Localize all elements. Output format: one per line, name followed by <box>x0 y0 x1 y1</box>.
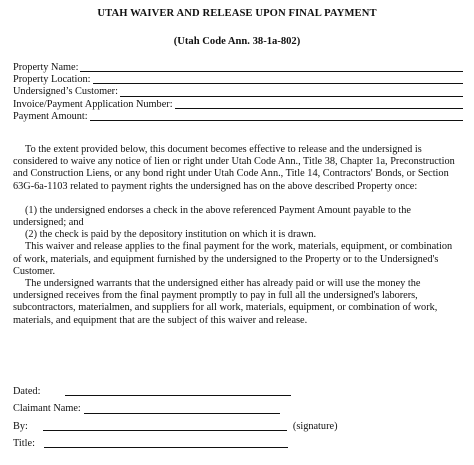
undersigned-customer-line[interactable] <box>120 95 463 97</box>
paragraph-applies: This waiver and release applies to the final payment for the work, materials, equipment, or combination of work, materials, and equipment furnished by the undersigned to the Property or to the Undersigned's Customer. <box>13 241 453 277</box>
property-location-line[interactable] <box>93 82 464 84</box>
condition-item-2: (2) the check is paid by the depository institution on which it is drawn. <box>25 229 317 241</box>
title-row <box>13 433 473 450</box>
document-title: UTAH WAIVER AND RELEASE UPON FINAL PAYMENT <box>97 8 377 19</box>
invoice-number-line[interactable] <box>175 107 463 109</box>
signature-note: (signature) <box>292 420 338 432</box>
document-subtitle: (Utah Code Ann. 38-1a-802) <box>173 36 301 47</box>
title-line[interactable] <box>44 447 288 448</box>
by-label: By: <box>13 420 28 432</box>
condition-item-1: (1) the undersigned endorses a check in the above referenced Payment Amount payable to the undersigned; and <box>13 204 411 229</box>
property-fields <box>13 62 463 123</box>
paragraph-warrants: The undersigned warrants that the undersigned either has already paid or will use the money the undersigned receives from the final payment promptly to pay in full all the undersigned's laborers, subcontractors, materialmen, and suppliers for all work, materials, equipment, or combination of work, materials, and equipment that are the subject of this waiver and release. <box>13 278 438 326</box>
spacer <box>13 193 463 205</box>
claimant-line[interactable] <box>84 413 280 414</box>
dated-line[interactable] <box>65 395 291 396</box>
paragraph-effective: To the extent provided below, this document becomes effective to release and the undersigned is considered to waive any notice of lien or right under Utah Code Ann., Title 38, Chapter 1a, Preconstruction and Construction Liens, or any bond right under Utah Code Ann., Title 14, Contractors' Bonds, or Section 63G-6a-1103 related to payment rights the undersigned has on the above described Property once: <box>13 144 455 192</box>
payment-amount-label: Payment Amount: <box>13 110 88 122</box>
undersigned-customer-row <box>13 86 463 98</box>
property-name-row <box>13 62 463 74</box>
title-label: Title: <box>13 437 35 449</box>
waiver-body <box>13 144 463 327</box>
dated-row <box>13 381 473 398</box>
property-name-line[interactable] <box>80 70 463 72</box>
claimant-label: Claimant Name: <box>13 403 81 415</box>
signature-block <box>13 381 473 450</box>
payment-amount-line[interactable] <box>90 119 463 121</box>
by-row <box>13 416 473 433</box>
signature-line[interactable] <box>43 430 287 431</box>
invoice-number-row <box>13 99 463 111</box>
property-location-row <box>13 74 463 86</box>
invoice-number-label: Invoice/Payment Application Number: <box>13 98 173 110</box>
property-location-label: Property Location: <box>13 74 91 86</box>
dated-label: Dated: <box>13 386 41 398</box>
property-name-label: Property Name: <box>13 61 79 73</box>
undersigned-customer-label: Undersigned’s Customer: <box>13 86 118 98</box>
payment-amount-row <box>13 111 463 123</box>
claimant-row <box>13 398 473 415</box>
